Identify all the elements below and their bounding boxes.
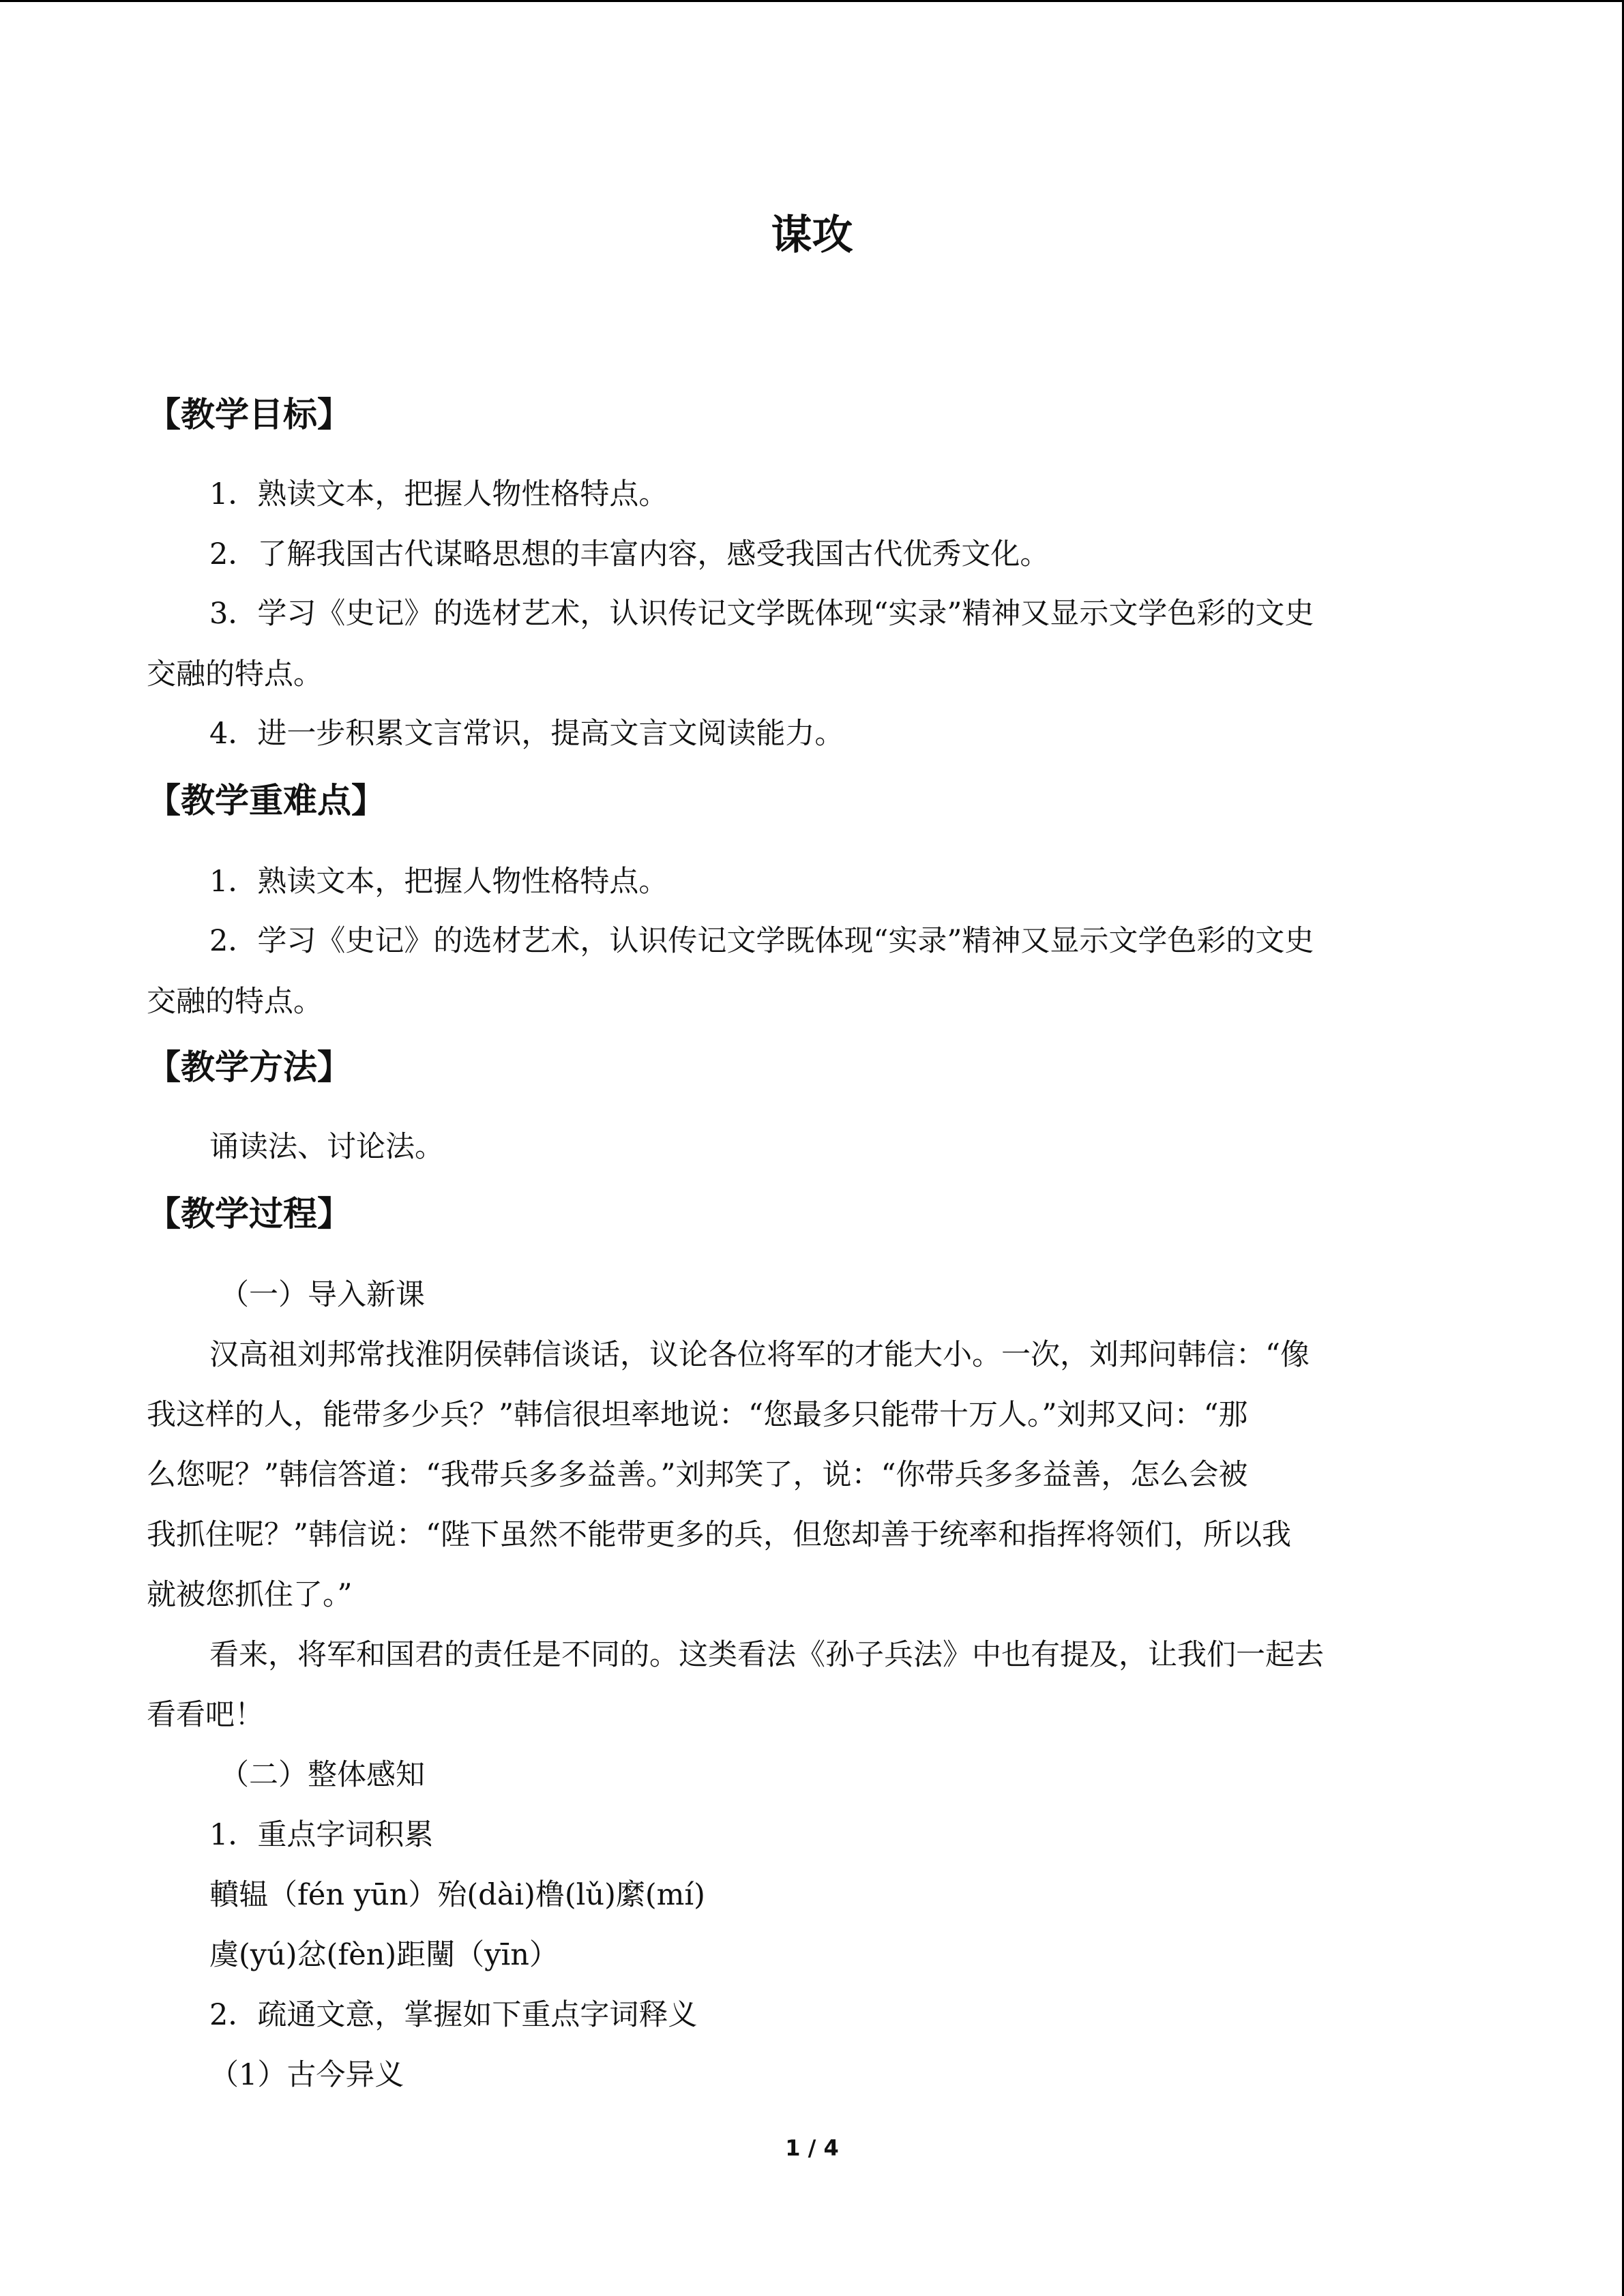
objective-item: 4．进一步积累文言常识，提高文言文阅读能力。 bbox=[209, 717, 844, 751]
intro-paragraph2-line: 看看吧！ bbox=[147, 1698, 264, 1732]
top-border bbox=[0, 0, 1624, 2]
intro-paragraph2-line: 看来，将军和国君的责任是不同的。这类看法《孙子兵法》中也有提及，让我们一起去 bbox=[209, 1638, 1324, 1672]
intro-paragraph-line: 我抓住呢？”韩信说：“陛下虽然不能带更多的兵，但您却善于统率和指挥将领们，所以我 bbox=[147, 1518, 1291, 1552]
intro-paragraph-line: 么您呢？”韩信答道：“我带兵多多益善。”刘邦笑了，说：“你带兵多多益善，怎么会被 bbox=[147, 1458, 1248, 1492]
intro-title: （一）导入新课 bbox=[220, 1278, 425, 1312]
vocab-title: 1．重点字词积累 bbox=[209, 1818, 434, 1852]
document-title: 谋攻 bbox=[771, 211, 853, 259]
objective-item: 3．学习《史记》的选材艺术，认识传记文学既体现“实录”精神又显示文学色彩的文史 bbox=[209, 597, 1314, 631]
heading-process: 【教学过程】 bbox=[147, 1194, 351, 1234]
page-number: 1 / 4 bbox=[785, 2135, 839, 2161]
objective-item: 2．了解我国古代谋略思想的丰富内容，感受我国古代优秀文化。 bbox=[209, 537, 1050, 571]
vocab-line: 虞(yú)忿(fèn)距闉（yīn） bbox=[209, 1938, 559, 1972]
overall-title: （二）整体感知 bbox=[220, 1758, 425, 1792]
methods-text: 诵读法、讨论法。 bbox=[209, 1130, 444, 1164]
key-point-item: 2．学习《史记》的选材艺术，认识传记文学既体现“实录”精神又显示文学色彩的文史 bbox=[209, 924, 1314, 958]
intro-paragraph-line: 就被您抓住了。” bbox=[147, 1578, 353, 1612]
key-point-item: 1．熟读文本，把握人物性格特点。 bbox=[209, 865, 668, 899]
heading-methods: 【教学方法】 bbox=[147, 1047, 351, 1087]
key-point-item-continued: 交融的特点。 bbox=[147, 985, 323, 1019]
intro-paragraph-line: 我这样的人，能带多少兵？”韩信很坦率地说：“您最多只能带十万人。”刘邦又问：“那 bbox=[147, 1398, 1248, 1432]
heading-objectives: 【教学目标】 bbox=[147, 395, 351, 434]
meaning-title: 2．疏通文意，掌握如下重点字词释义 bbox=[209, 1998, 698, 2032]
ancient-modern-title: （1）古今异义 bbox=[209, 2058, 404, 2092]
heading-key-points: 【教学重难点】 bbox=[147, 781, 385, 820]
vocab-line: 轒辒（fén yūn）殆(dài)橹(lǔ)縻(mí) bbox=[209, 1878, 705, 1912]
intro-paragraph-line: 汉高祖刘邦常找淮阴侯韩信谈话，议论各位将军的才能大小。一次，刘邦问韩信：“像 bbox=[209, 1338, 1310, 1372]
objective-item-continued: 交融的特点。 bbox=[147, 657, 323, 691]
objective-item: 1．熟读文本，把握人物性格特点。 bbox=[209, 477, 668, 511]
